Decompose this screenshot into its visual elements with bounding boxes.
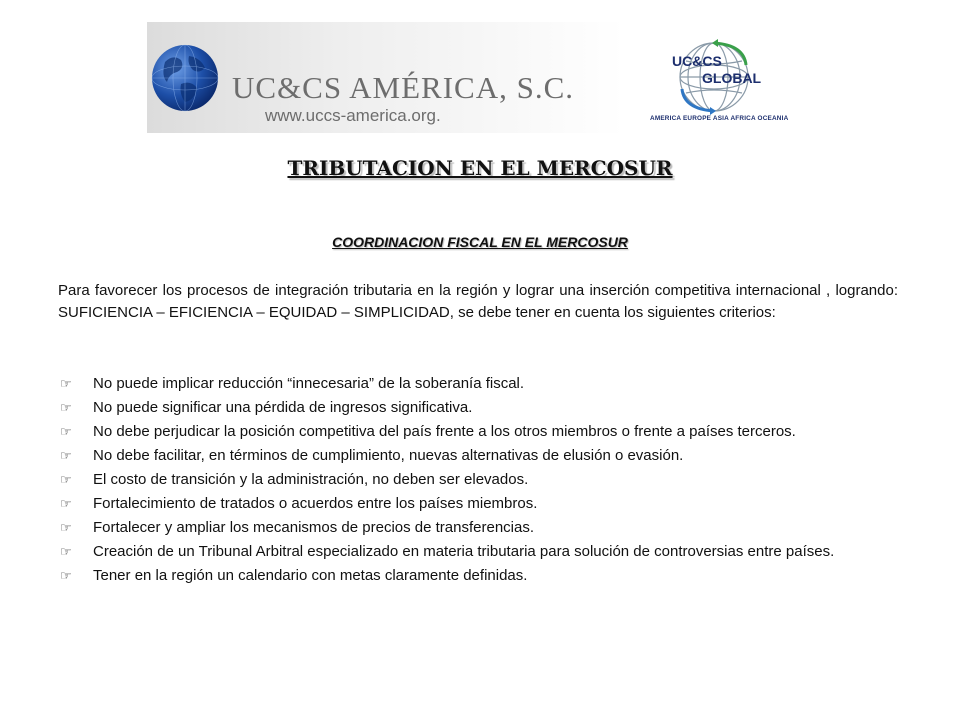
list-item [58, 470, 900, 489]
list-item-text: No puede significar una pérdida de ingresos significativa. [93, 399, 473, 416]
section-subtitle: COORDINACION FISCAL EN EL MERCOSUR [332, 234, 628, 250]
pointing-hand-icon: ☞ [60, 568, 72, 583]
logo-title: UC&CS AMÉRICA, S.C. [232, 70, 575, 105]
pointing-hand-icon: ☞ [60, 544, 72, 559]
pointing-hand-icon: ☞ [60, 376, 72, 391]
logo-url: www.uccs-america.org. [265, 106, 441, 125]
pointing-hand-icon: ☞ [60, 520, 72, 535]
list-item-text: No debe facilitar, en términos de cumplimiento, nuevas alternativas de elusión o evasión. [93, 447, 684, 464]
logo-global-line2: GLOBAL [702, 70, 762, 86]
pointing-hand-icon: ☞ [60, 400, 72, 415]
list-item-text: Fortalecimiento de tratados o acuerdos entre los países miembros. [93, 495, 538, 512]
list-item [58, 374, 900, 393]
page-title: TRIBUTACION EN EL MERCOSUR [287, 156, 673, 180]
list-item-text: Tener en la región un calendario con metas claramente definidas. [93, 567, 528, 584]
list-item [58, 542, 900, 561]
list-item [58, 566, 900, 585]
pointing-hand-icon: ☞ [60, 496, 72, 511]
list-item [58, 494, 900, 513]
criteria-list [58, 374, 900, 590]
list-item-text: No debe perjudicar la posición competitiva del país frente a los otros miembros o frente a países terceros. [93, 423, 796, 440]
logo-global-line1: UC&CS [672, 53, 722, 69]
list-item [58, 518, 900, 537]
pointing-hand-icon: ☞ [60, 424, 72, 439]
list-item-text: Creación de un Tribunal Arbitral especializado en materia tributaria para solución de controversias entre países. [93, 543, 835, 560]
intro-paragraph: Para favorecer los procesos de integración tributaria en la región y lograr una inserción competitiva internacional , logrando: SUFICIENCIA – EFICIENCIA – EQUIDAD – SIMPLICIDAD, se debe tener en cuenta los siguientes criterios: [58, 282, 898, 321]
pointing-hand-icon: ☞ [60, 472, 72, 487]
logo-regions: AMERICA EUROPE ASIA AFRICA OCEANIA [650, 115, 789, 122]
list-item-text: No puede implicar reducción “innecesaria” de la soberanía fiscal. [93, 375, 525, 392]
uccs-global-logo [644, 37, 804, 129]
list-item [58, 446, 900, 465]
globe-icon [151, 44, 219, 112]
list-item [58, 398, 900, 417]
pointing-hand-icon: ☞ [60, 448, 72, 463]
list-item-text: El costo de transición y la administración, no deben ser elevados. [93, 471, 529, 488]
list-item-text: Fortalecer y ampliar los mecanismos de precios de transferencias. [93, 519, 535, 536]
uccs-america-logo [147, 22, 625, 133]
list-item [58, 422, 900, 441]
